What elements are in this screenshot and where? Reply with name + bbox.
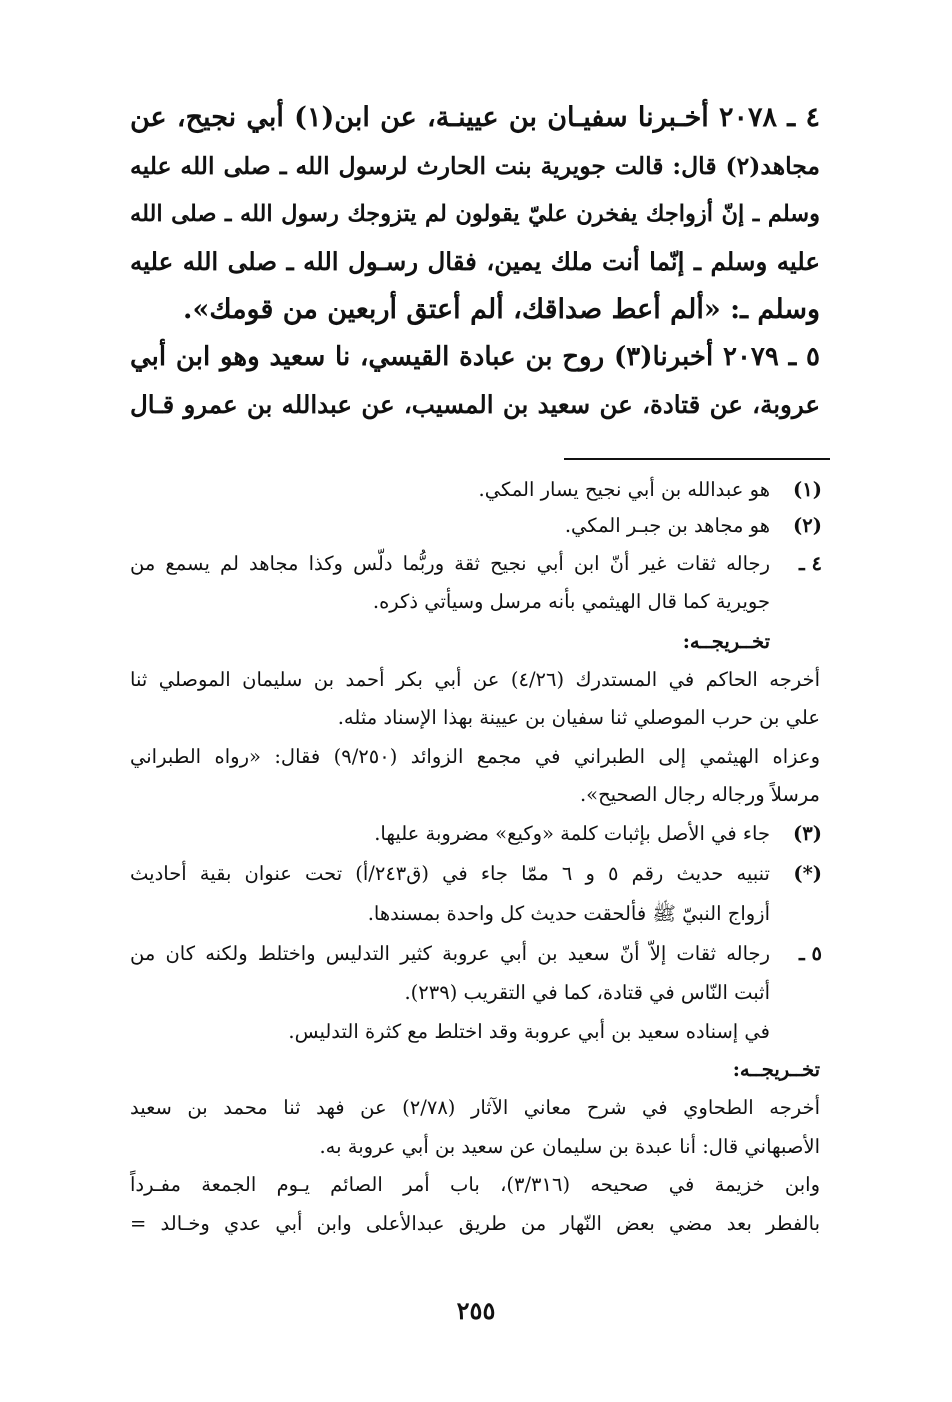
footnote-line: جاء في الأصل بإثبات كلمة «وكيع» مضروبة عليها. xyxy=(374,822,770,845)
footnote-line: الأصبهاني قال: أنا عبدة بن سليمان عن سعيد بن أبي عروبة به. xyxy=(319,1135,820,1158)
footnote-line: تنبيه حديث رقم ٥ و ٦ ممّا جاء في (ق٢٤٣/أ) تحت عنوان بقية أحاديث xyxy=(130,862,770,885)
footnote-line: أخرجه الحاكم في المستدرك (٤/٢٦) عن أبي بكر أحمد بن سليمان الموصلي ثنا xyxy=(130,668,820,691)
footnote-marker: ٤ ـ xyxy=(799,552,822,575)
footnote-marker: ٥ ـ xyxy=(799,942,822,965)
page-number: ٢٥٥ xyxy=(456,1296,496,1325)
footnote-line: جويرية كما قال الهيثمي بأنه مرسل وسيأتي ذكره. xyxy=(372,590,770,613)
footnote-marker: (٢) xyxy=(793,514,822,537)
main-line: عليه وسلم ـ إنّما أنت ملك يمين، فقال رسـول الله ـ صلى الله عليه xyxy=(130,247,820,276)
main-line: ٥ ـ ٢٠٧٩ أخبرنا(٣) روح بن عبادة القيسي، نا سعيد وهو ابن أبي xyxy=(130,342,821,372)
footnote-line: مرسلاً ورجاله رجال الصحيح». xyxy=(579,783,820,806)
takhrij-heading: تخــريجــه: xyxy=(732,1058,820,1081)
footnote-marker: (*) xyxy=(793,862,822,885)
footnote-line: أخرجه الطحاوي في شرح معاني الآثار (٢/٧٨) عن فهد ثنا محمد بن سعيد xyxy=(130,1096,820,1119)
footnote-line: هو مجاهد بن جبـر المكي. xyxy=(564,514,770,537)
main-line: عروبة، عن قتادة، عن سعيد بن المسيب، عن عبدالله بن عمرو قـال xyxy=(130,390,820,419)
footnote-line: بالفطر بعد مضي بعض النّهار من طريق عبدالأعلى وابن أبي عدي وخـالد = xyxy=(130,1212,820,1235)
footnote-marker: (١) xyxy=(793,478,822,501)
footnote-line: هو عبدالله بن أبي نجيح يسار المكي. xyxy=(478,478,770,501)
main-line: ٤ ـ ٢٠٧٨ أخـبرنا سفيـان بن عيينـة، عن ابن(١) أبي نجيح، عن xyxy=(130,102,820,133)
footnote-line: في إسناده سعيد بن أبي عروبة وقد اختلط مع كثرة التدليس. xyxy=(288,1020,770,1043)
footnote-separator xyxy=(564,458,830,460)
footnote-line: وعزاه الهيثمي إلى الطبراني في مجمع الزوائد (٩/٢٥٠) فقال: «رواه الطبراني xyxy=(130,745,820,768)
main-line: وسلم ـ: «ألم أعط صداقك، ألم أعتق أربعين من قومك». xyxy=(183,294,820,325)
footnote-line: وابن خزيمة في صحيحه (٣/٣١٦)، باب أمر الصائم يـوم الجمعة مفـرداً xyxy=(130,1173,820,1196)
footnote-line: علي بن حرب الموصلي ثنا سفيان بن عيينة بهذا الإسناد مثله. xyxy=(337,706,820,729)
footnote-line: رجاله ثقات غير أنّ ابن أبي نجيح ثقة وربُّما دلّس وكذا مجاهد لم يسمع من xyxy=(130,552,770,575)
footnote-line: أثبت النّاس في قتادة، كما في التقريب (٢٣٩). xyxy=(404,981,770,1004)
takhrij-heading: تخــريجــه: xyxy=(682,630,770,653)
main-line: مجاهد(٢) قال: قالت جويرية بنت الحارث لرسول الله ـ صلى الله عليه xyxy=(130,152,820,180)
footnote-line: أزواج النبيّ ﷺ فألحقت حديث كل واحدة بمسندها. xyxy=(367,902,770,925)
main-line: وسلم ـ إنّ أزواجك يفخرن عليّ يقولون لم يتزوجك رسول الله ـ صلى الله xyxy=(130,201,820,227)
footnote-line: رجاله ثقات إلاّ أنّ سعيد بن أبي عروبة كثير التدليس واختلط ولكنه كان من xyxy=(130,942,770,965)
footnote-marker: (٣) xyxy=(793,822,822,845)
